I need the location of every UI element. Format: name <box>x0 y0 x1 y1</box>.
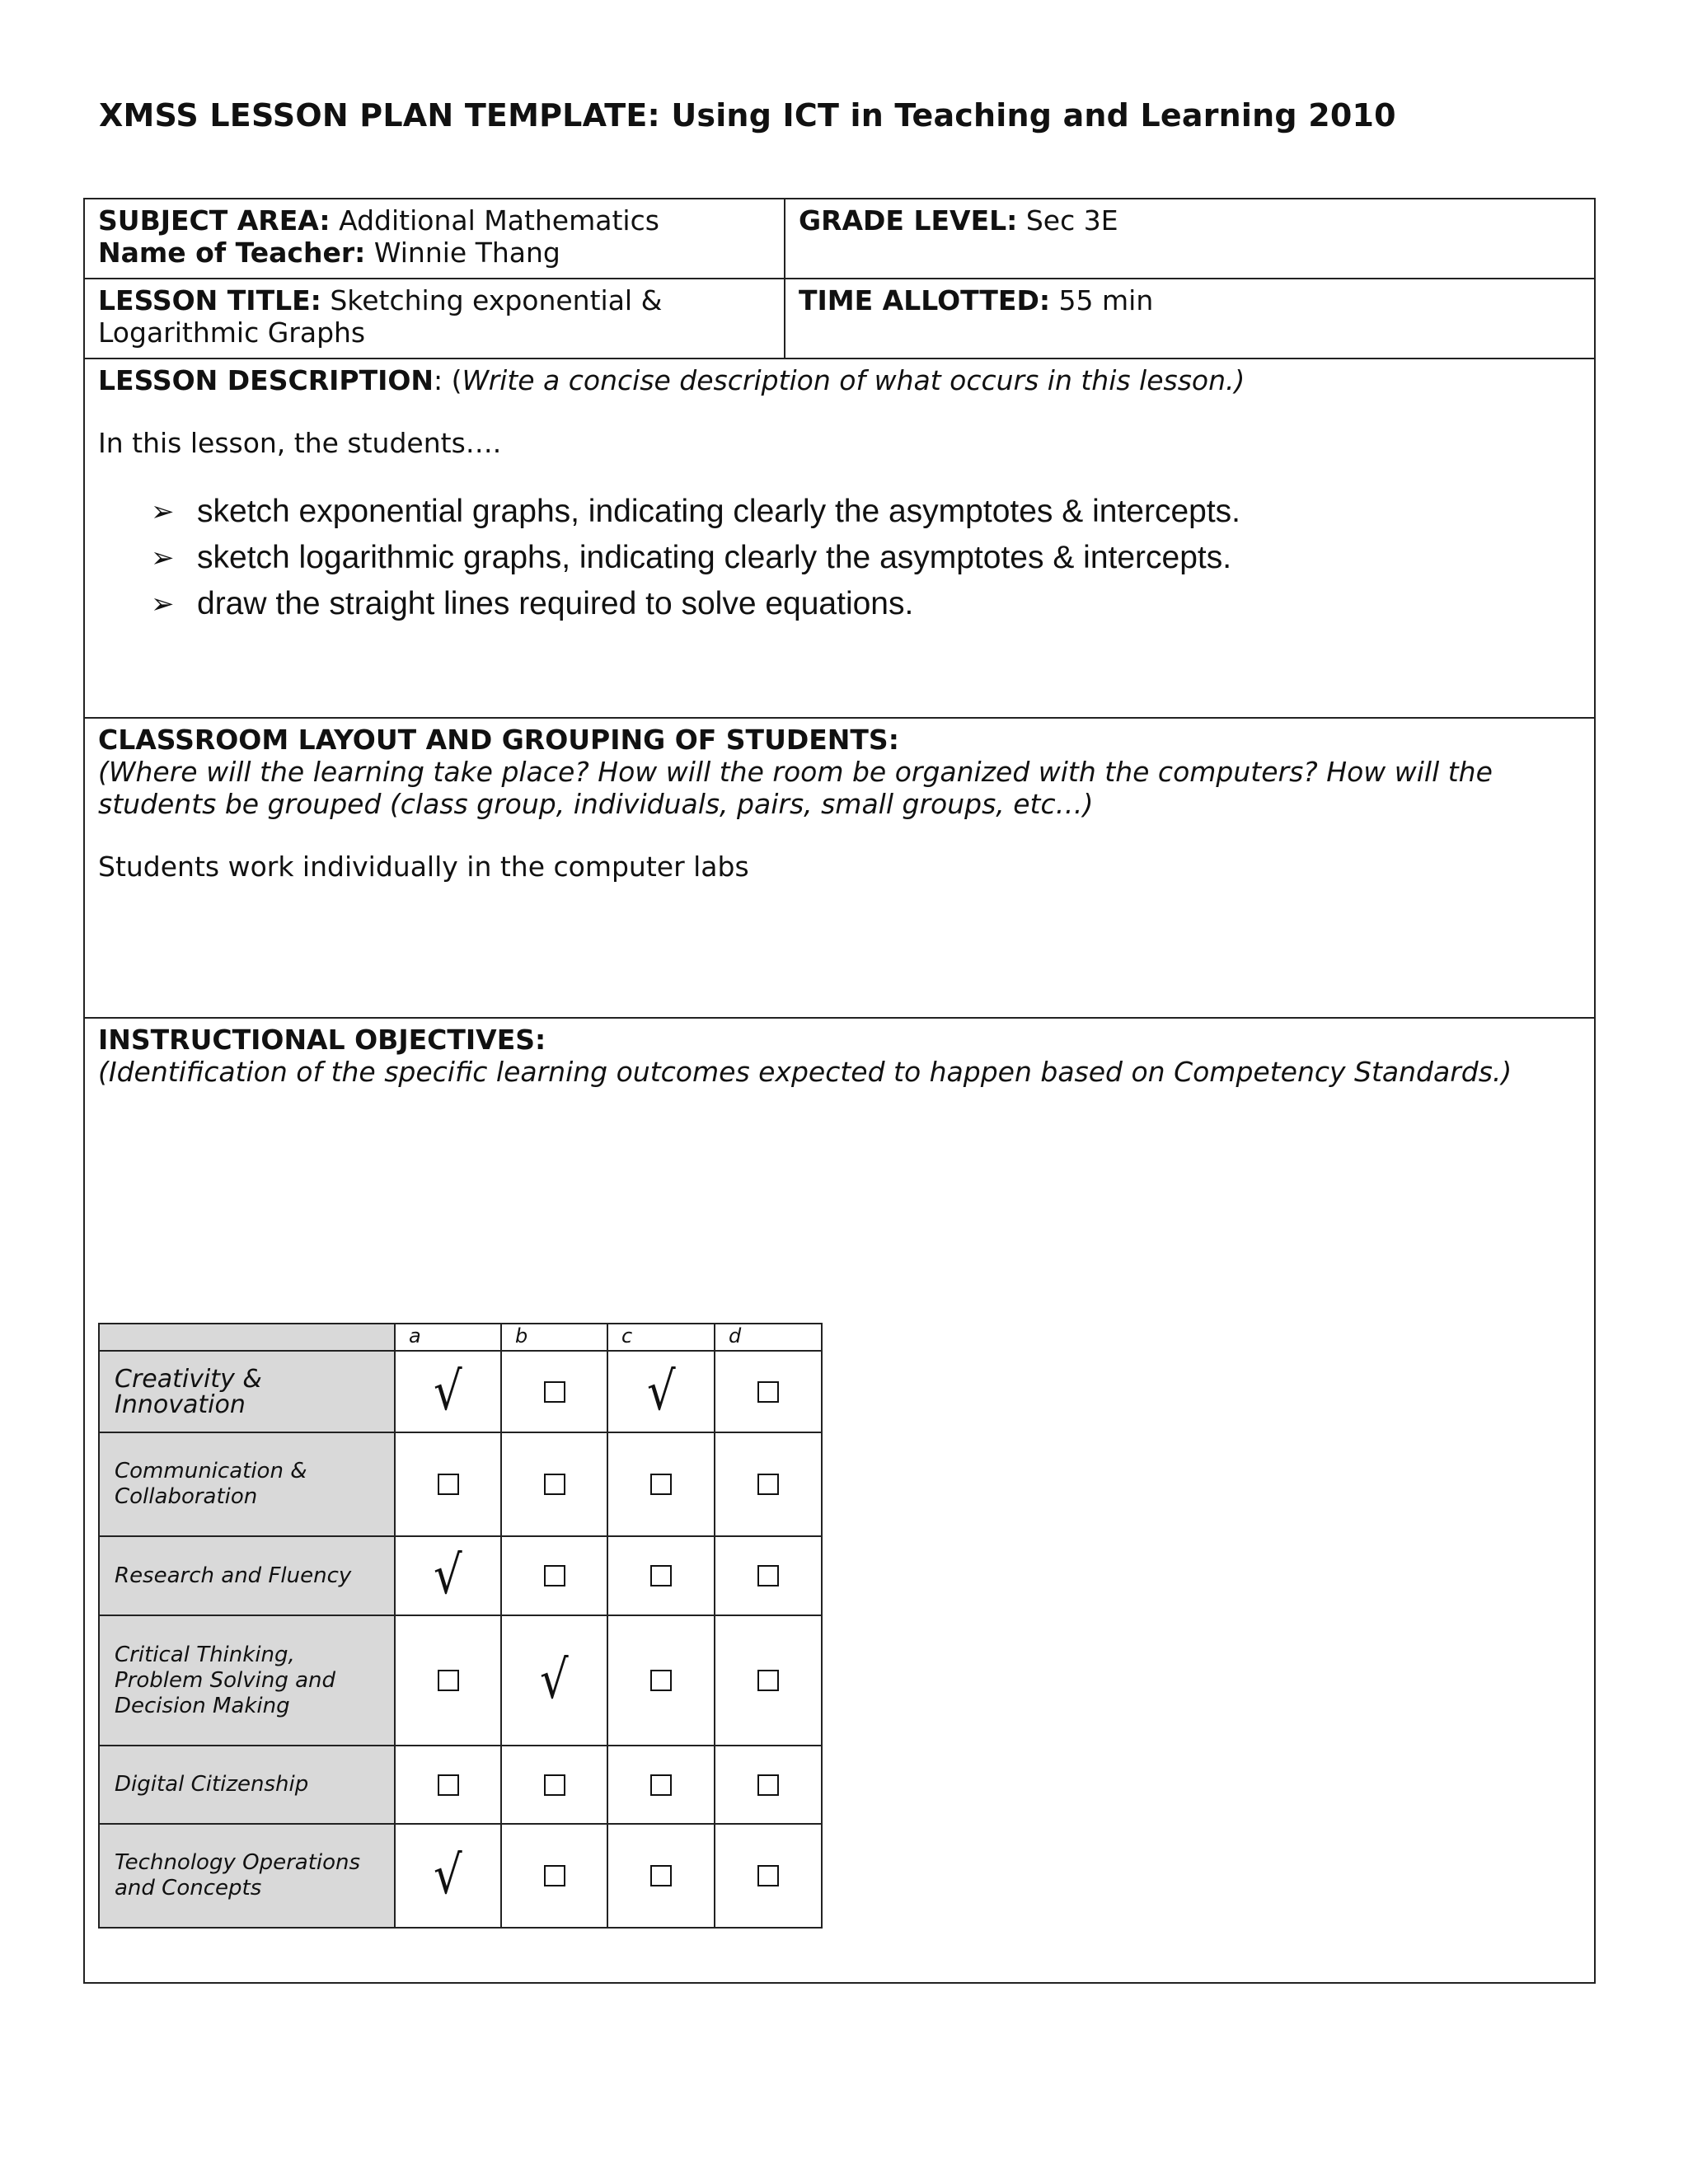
bullet-text: sketch logarithmic graphs, indicating clearly the asymptotes & intercepts. <box>197 540 1232 575</box>
competency-label: Digital Citizenship <box>99 1746 395 1824</box>
mark-cell <box>715 1824 822 1928</box>
mark-cell <box>715 1536 822 1615</box>
mark-cell <box>715 1746 822 1824</box>
arrow-bullet-icon: ➢ <box>151 542 175 574</box>
lesson-title-cell <box>84 279 785 359</box>
table-row <box>99 1432 822 1536</box>
table-row <box>99 1615 822 1746</box>
grade-level-value: Sec 3E <box>1025 204 1118 237</box>
competency-label: Creativity & Innovation <box>99 1351 395 1432</box>
check-mark-icon: √ <box>434 1361 462 1422</box>
competency-label: Research and Fluency <box>99 1536 395 1615</box>
empty-checkbox-icon <box>544 1381 565 1403</box>
column-header-c: c <box>607 1324 715 1351</box>
mark-cell <box>501 1351 607 1432</box>
mark-cell <box>501 1746 607 1824</box>
check-mark-icon: √ <box>434 1545 462 1606</box>
empty-checkbox-icon <box>650 1670 672 1691</box>
time-allotted-value: 55 min <box>1058 284 1154 316</box>
mark-cell <box>715 1432 822 1536</box>
mark-cell <box>395 1432 501 1536</box>
empty-checkbox-icon <box>650 1565 672 1586</box>
empty-checkbox-icon <box>757 1474 779 1495</box>
description-bullet-list <box>98 489 1581 627</box>
description-row <box>84 359 1595 718</box>
empty-checkbox-icon <box>438 1774 459 1796</box>
subject-cell <box>84 199 785 279</box>
bullet-text: draw the straight lines required to solve equations. <box>197 586 914 621</box>
description-cell <box>84 359 1595 718</box>
mark-cell <box>715 1351 822 1432</box>
mark-cell <box>607 1536 715 1615</box>
description-colon: : ( <box>434 364 462 396</box>
mark-cell <box>501 1536 607 1615</box>
mark-cell <box>607 1746 715 1824</box>
teacher-value: Winnie Thang <box>373 237 560 269</box>
mark-cell <box>395 1615 501 1746</box>
empty-checkbox-icon <box>544 1565 565 1586</box>
subject-area-label: SUBJECT AREA: <box>98 204 331 237</box>
empty-checkbox-icon <box>438 1670 459 1691</box>
competency-label: Critical Thinking, Problem Solving and Decision Making <box>99 1615 395 1746</box>
classroom-layout-label: CLASSROOM LAYOUT AND GROUPING OF STUDENTS: <box>98 724 899 756</box>
time-cell <box>785 279 1595 359</box>
mark-cell <box>395 1746 501 1824</box>
check-mark-icon: √ <box>434 1845 462 1906</box>
page-title: XMSS LESSON PLAN TEMPLATE: Using ICT in Teaching and Learning 2010 <box>99 97 1396 134</box>
mark-cell <box>501 1824 607 1928</box>
arrow-bullet-icon: ➢ <box>151 496 175 527</box>
lesson-title-row <box>84 279 1595 359</box>
classroom-layout-row <box>84 718 1595 1018</box>
mark-cell <box>607 1824 715 1928</box>
mark-cell <box>607 1351 715 1432</box>
bullet-text: sketch exponential graphs, indicating clearly the asymptotes & intercepts. <box>197 494 1241 529</box>
empty-checkbox-icon <box>757 1670 779 1691</box>
mark-cell <box>501 1432 607 1536</box>
objectives-label: INSTRUCTIONAL OBJECTIVES: <box>98 1024 546 1056</box>
empty-checkbox-icon <box>757 1774 779 1796</box>
mark-cell <box>501 1615 607 1746</box>
description-instruction: Write a concise description of what occurs in this lesson.) <box>462 364 1245 396</box>
column-header-b: b <box>501 1324 607 1351</box>
arrow-bullet-icon: ➢ <box>151 588 175 620</box>
grade-level-label: GRADE LEVEL: <box>799 204 1018 237</box>
lesson-title-value: Sketching exponential & Logarithmic Graphs <box>98 284 663 349</box>
list-item <box>151 581 1581 627</box>
column-header-d: d <box>715 1324 822 1351</box>
classroom-layout-instruction: (Where will the learning take place? How will the room be organized with the computers? How will the students be grouped (class group, individuals, pairs, small groups, etc…) <box>98 756 1493 820</box>
column-header-a: a <box>395 1324 501 1351</box>
competency-table <box>98 1323 823 1929</box>
teacher-label: Name of Teacher: <box>98 237 366 269</box>
subject-area-value: Additional Mathematics <box>339 204 659 237</box>
lesson-title-label: LESSON TITLE: <box>98 284 321 316</box>
list-item <box>151 535 1581 581</box>
table-row <box>99 1536 822 1615</box>
mark-cell <box>607 1615 715 1746</box>
mark-cell <box>607 1432 715 1536</box>
competency-label: Technology Operations and Concepts <box>99 1824 395 1928</box>
mark-cell <box>715 1615 822 1746</box>
objectives-instruction: (Identification of the specific learning outcomes expected to happen based on Competency Standards.) <box>98 1056 1512 1088</box>
check-mark-icon: √ <box>646 1361 676 1422</box>
table-row <box>99 1351 822 1432</box>
classroom-layout-content: Students work individually in the computer labs <box>98 851 749 883</box>
empty-checkbox-icon <box>757 1381 779 1403</box>
empty-checkbox-icon <box>757 1865 779 1886</box>
empty-checkbox-icon <box>544 1474 565 1495</box>
description-label: LESSON DESCRIPTION <box>98 364 434 396</box>
empty-checkbox-icon <box>544 1865 565 1886</box>
competency-header-row <box>99 1324 822 1351</box>
mark-cell <box>395 1536 501 1615</box>
mark-cell <box>395 1824 501 1928</box>
empty-checkbox-icon <box>650 1474 672 1495</box>
empty-checkbox-icon <box>544 1774 565 1796</box>
empty-checkbox-icon <box>757 1565 779 1586</box>
classroom-layout-cell <box>84 718 1595 1018</box>
grade-cell <box>785 199 1595 279</box>
empty-checkbox-icon <box>438 1474 459 1495</box>
table-row <box>99 1746 822 1824</box>
check-mark-icon: √ <box>540 1650 569 1711</box>
description-intro: In this lesson, the students…. <box>98 427 502 459</box>
empty-checkbox-icon <box>650 1774 672 1796</box>
competency-header-blank <box>99 1324 395 1351</box>
list-item <box>151 489 1581 535</box>
empty-checkbox-icon <box>650 1865 672 1886</box>
subject-row <box>84 199 1595 279</box>
table-row <box>99 1824 822 1928</box>
competency-label: Communication & Collaboration <box>99 1432 395 1536</box>
mark-cell <box>395 1351 501 1432</box>
time-allotted-label: TIME ALLOTTED: <box>799 284 1051 316</box>
